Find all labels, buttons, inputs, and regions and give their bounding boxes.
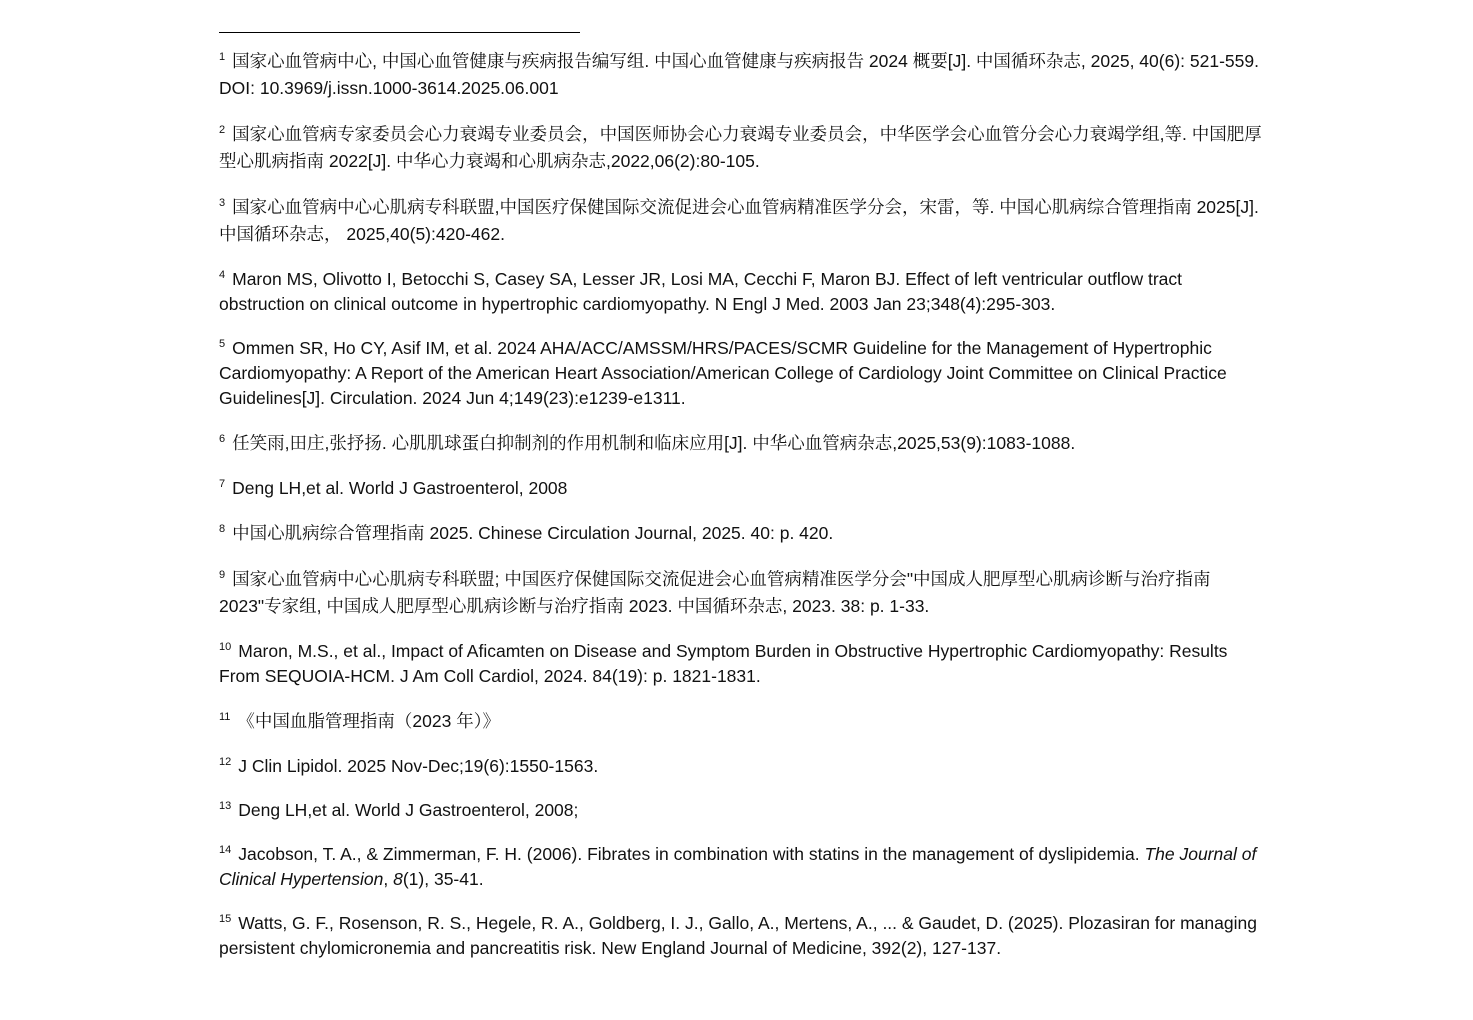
footnote-list <box>219 48 1269 980</box>
footnote-number: 14 <box>219 844 232 856</box>
footnote-text: The Journal of Clinical Hypertension <box>219 844 1257 889</box>
footnote-text: 国家心血管病中心, 中国心血管健康与疾病报告编写组. 中国心血管健康与疾病报告 2024 概要[J]. 中国循环杂志, 2025, 40(6): 521-559. DOI: 10.3969/j.issn.1000-3614.2025.06.001 <box>219 51 1259 98</box>
footnote-text: Jacobson, T. A., & Zimmerman, F. H. (2006). Fibrates in combination with statins in the management of dyslipidemia. <box>238 844 1145 864</box>
footnote-number: 4 <box>219 269 226 281</box>
footnote-text: Maron, M.S., et al., Impact of Aficamten on Disease and Symptom Burden in Obstructive Hypertrophic Cardiomyopathy: Results From SEQUOIA-HCM. J Am Coll Cardiol, 2024. 84(19): p. 1821-1831. <box>219 641 1228 686</box>
footnote-text: 国家心血管病专家委员会心力衰竭专业委员会，中国医师协会心力衰竭专业委员会，中华医学会心血管分会心力衰竭学组,等. 中国肥厚型心肌病指南 2022[J]. 中华心力衰竭和心肌病杂志,2022,06(2):80-105. <box>219 124 1262 171</box>
footnote-3 <box>219 194 1269 248</box>
footnote-number: 10 <box>219 641 232 653</box>
footnote-number: 2 <box>219 124 226 136</box>
footnote-number: 7 <box>219 478 226 490</box>
footnote-text: J Clin Lipidol. 2025 Nov-Dec;19(6):1550-1563. <box>238 756 599 776</box>
footnote-text: 《中国血脂管理指南（2023 年）》 <box>237 711 500 731</box>
footnote-text: 中国心肌病综合管理指南 2025. Chinese Circulation Journal, 2025. 40: p. 420. <box>232 523 834 543</box>
footnote-text: 国家心血管病中心心肌病专科联盟; 中国医疗保健国际交流促进会心血管病精准医学分会"中国成人肥厚型心肌病诊断与治疗指南 2023"专家组, 中国成人肥厚型心肌病诊断与治疗指南 2023. 中国循环杂志, 2023. 38: p. 1-33. <box>219 569 1211 616</box>
footnote-number: 13 <box>219 800 232 812</box>
footnote-6 <box>219 430 1269 457</box>
footnote-text: 任笑雨,田庄,张抒扬. 心肌肌球蛋白抑制剂的作用机制和临床应用[J]. 中华心血管病杂志,2025,53(9):1083-1088. <box>232 433 1076 453</box>
footnote-2 <box>219 121 1269 175</box>
footnote-separator <box>219 32 580 33</box>
footnote-number: 15 <box>219 913 232 925</box>
footnote-15 <box>219 911 1269 961</box>
footnote-9 <box>219 566 1269 620</box>
footnote-14 <box>219 842 1269 892</box>
footnote-number: 11 <box>219 711 231 723</box>
footnote-number: 3 <box>219 197 226 209</box>
footnote-8 <box>219 520 1269 547</box>
footnote-text: (1), 35-41. <box>402 869 484 889</box>
footnote-text: 国家心血管病中心心肌病专科联盟,中国医疗保健国际交流促进会心血管病精准医学分会，宋雷，等. 中国心肌病综合管理指南 2025[J]. 中国循环杂志， 2025,40(5):420-462. <box>219 197 1259 244</box>
footnote-text: 8 <box>393 869 403 889</box>
footnote-text: , <box>383 869 394 889</box>
footnote-text: Maron MS, Olivotto I, Betocchi S, Casey SA, Lesser JR, Losi MA, Cecchi F, Maron BJ. Effect of left ventricular outflow tract obstruction on clinical outcome in hypertrophic cardiomyopathy. N Engl J Med. 2003 Jan 23;348(4):295-303. <box>219 269 1183 314</box>
footnote-number: 1 <box>219 51 226 63</box>
footnote-number: 6 <box>219 433 226 445</box>
footnote-11 <box>219 708 1269 735</box>
footnote-10 <box>219 639 1269 689</box>
footnote-number: 9 <box>219 569 226 581</box>
footnote-1 <box>219 48 1269 102</box>
footnote-number: 5 <box>219 338 226 350</box>
footnote-5 <box>219 336 1269 411</box>
footnote-4 <box>219 267 1269 317</box>
footnote-number: 12 <box>219 756 232 768</box>
footnote-text: Watts, G. F., Rosenson, R. S., Hegele, R. A., Goldberg, I. J., Gallo, A., Mertens, A., ... & Gaudet, D. (2025). Plozasiran for managing persistent chylomicronemia and pancreatitis risk. New England Journal of Medicine, 392(2), 127-137. <box>219 913 1257 958</box>
footnote-text: Deng LH,et al. World J Gastroenterol, 2008; <box>238 800 579 820</box>
footnote-number: 8 <box>219 523 226 535</box>
footnote-7 <box>219 476 1269 501</box>
footnote-text: Deng LH,et al. World J Gastroenterol, 2008 <box>232 478 568 498</box>
footnote-12 <box>219 754 1269 779</box>
footnote-13 <box>219 798 1269 823</box>
footnote-text: Ommen SR, Ho CY, Asif IM, et al. 2024 AHA/ACC/AMSSM/HRS/PACES/SCMR Guideline for the Management of Hypertrophic Cardiomyopathy: A Report of the American Heart Association/American College of Cardiology Joint Committee on Clinical Practice Guidelines[J]. Circulation. 2024 Jun 4;149(23):e1239-e1311. <box>219 338 1227 408</box>
